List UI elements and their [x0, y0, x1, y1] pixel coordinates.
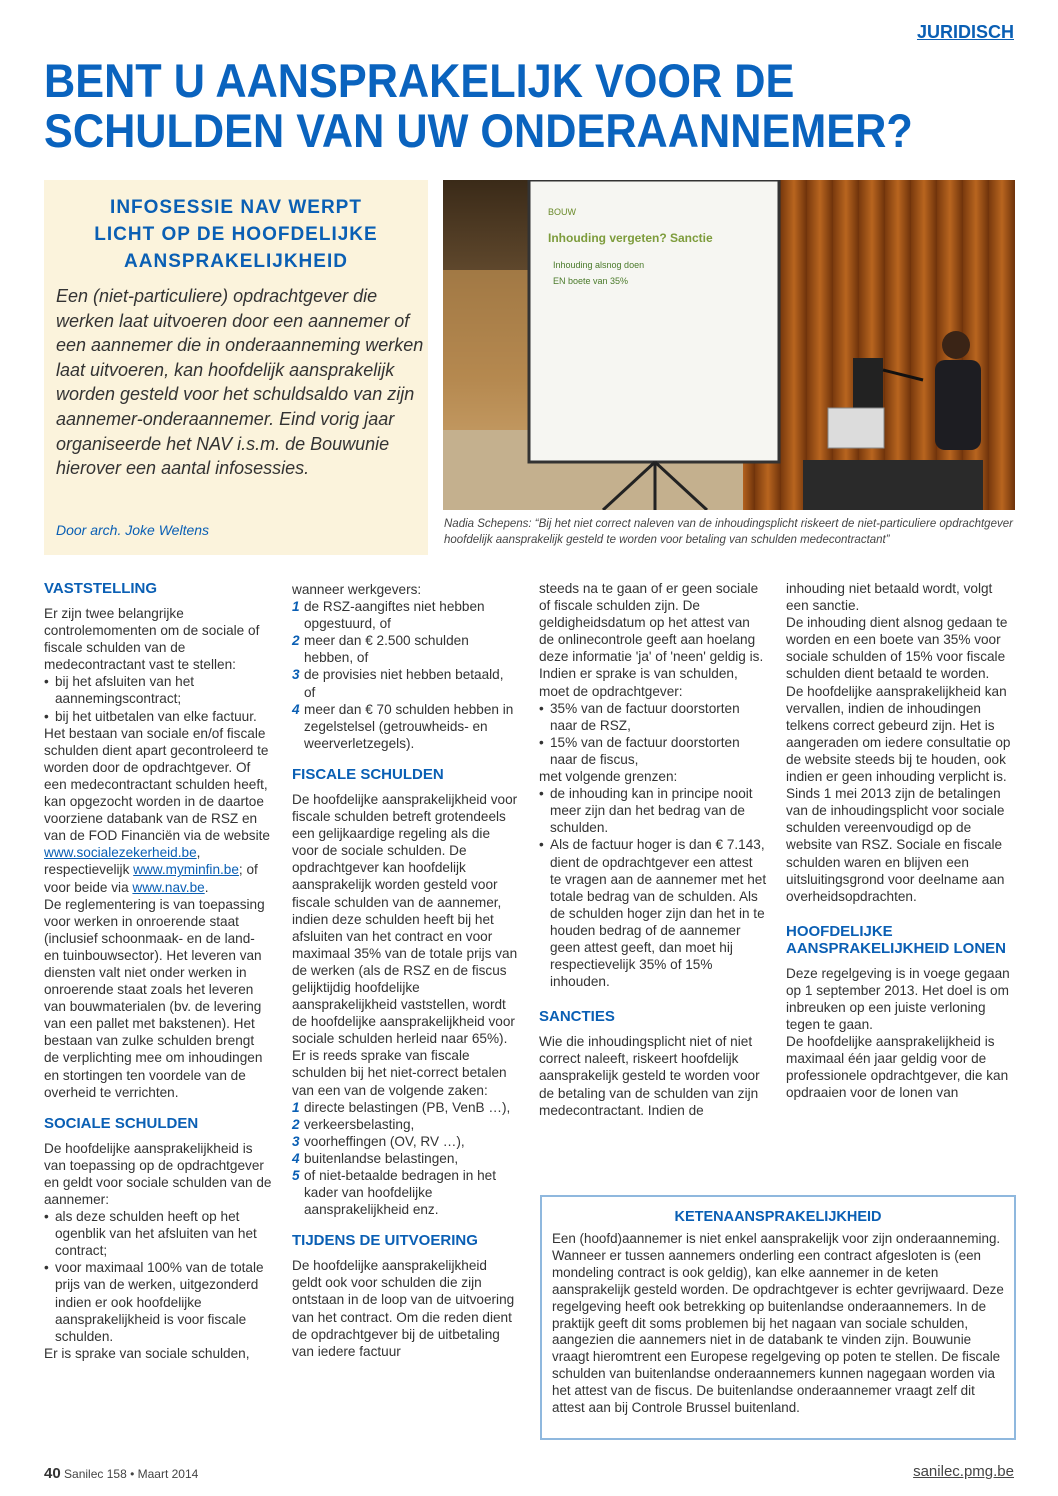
section-heading-lonen: HOOFDELIJKE AANSPRAKELIJKHEID LONEN	[786, 922, 1007, 957]
article-title	[44, 56, 946, 156]
numbered-item: 1 de RSZ-aangiftes niet hebben opgestuurd, of	[292, 599, 485, 632]
bullet-item: • bij het uitbetalen van elke factuur.	[44, 708, 272, 725]
paragraph: Er zijn twee belangrijke controlemomenten om de sociale of fiscale schulden van de medecontractant vast te stellen:	[44, 606, 260, 673]
numbered-item: 2 verkeersbelasting,	[292, 1116, 415, 1132]
paragraph: Het bestaan van sociale en/of fiscale schulden dient apart gecontroleerd te worden door de opdrachtgever. Of een medecontractant schulden heeft, kan opgezocht worden in de daartoe voorziene databank van de RSZ en van de FOD Financiën via de website www.socialezekerheid.be, respectievelijk www.myminfin.be; of voor beide via www.nav.be.	[44, 725, 270, 895]
paragraph: Wie die inhoudingsplicht niet of niet correct naleeft, riskeert hoofdelijk aansprakelijk gesteld te worden voor de betaling van de schulden van zijn medecontractant. Indien de	[539, 1034, 760, 1118]
numbered-item: 4 meer dan € 70 schulden hebben in zegelstelsel (getrouwheids- en weerverletzegels).	[292, 701, 514, 751]
paragraph: De hoofdelijke aansprakelijkheid geldt ook voor schulden die zijn ontstaan in de loop van de uitvoering van het contract. Om die reden dient de opdrachtgever bij de uitbetaling van iedere factuur	[292, 1258, 515, 1359]
paragraph: De inhouding dient alsnog gedaan te worden en een boete van 35% voor sociale schulden of 15% voor fiscale schulden dient betaald te worden.	[786, 615, 1008, 682]
intro-box	[44, 180, 428, 555]
numbered-item: 3 voorheffingen (OV, RV …),	[292, 1133, 465, 1149]
text-column-4	[786, 580, 1014, 1102]
section-heading-fiscale-schulden: FISCALE SCHULDEN	[292, 765, 444, 783]
paragraph: Er is sprake van sociale schulden,	[44, 1345, 250, 1361]
slide-bullet: Inhouding alsnog doen	[553, 260, 645, 270]
paragraph: wanneer werkgevers:	[292, 582, 422, 597]
numbered-item: 1 directe belastingen (PB, VenB …),	[292, 1099, 511, 1115]
link-myminfin[interactable]: www.myminfin.be	[133, 862, 239, 878]
event-photo-illustration	[443, 180, 1015, 510]
text-column-1	[44, 580, 272, 1362]
event-photo	[443, 180, 1015, 510]
numbered-item: 4 buitenlandse belastingen,	[292, 1150, 459, 1166]
link-socialezekerheid[interactable]: www.socialezekerheid.be	[44, 845, 197, 861]
title-line-1: BENT U AANSPRAKELIJK VOOR DE	[44, 54, 795, 107]
keten-text: Een (hoofd)aannemer is niet enkel aansprakelijk voor zijn onderaanneming. Wanneer er tussen aannemers onderling een contract afgesloten is (een mondeling contract is ook geldig), kan elke aannemer in de keten aansprakelijk gesteld worden. De opdrachtgever is echter gevrijwaard. Deze regelgeving heeft ook betrekking op buitenlandse onderaannemers. In de praktijk geeft dit soms problemen bij het nagaan van sociale schulden, aangezien die aannemers niet in de databank te vinden zijn. Bouwunie vraagt hieromtrent een Europese regelgeving op poten te stellen. De fiscale schulden van buitenlandse onderaannemers kunnen nagegaan worden via het attest van de fiscus. De buitenlandse onderaannemer vraagt zelf dit attest aan bij Controle Brussel buitenland.	[552, 1231, 1004, 1416]
paragraph: Indien er sprake is van schulden, moet de opdrachtgever:	[539, 666, 738, 699]
publication-info: Sanilec 158 • Maart 2014	[64, 1467, 199, 1481]
paragraph: De hoofdelijke aansprakelijkheid voor fiscale schulden betreft grotendeels een gelijkaardige regeling als die voor de sociale schulden. De opdrachtgever kan hoofdelijk aansprakelijk worden gesteld voor fiscale schulden van de aannemer, indien deze schulden heeft bij het afsluiten van het contract en voor maximaal 35% van de totale prijs van de werken (als de RSZ en de fiscus gelijktijdig hoofdelijke aansprakelijkheid vaststellen, wordt de hoofdelijke aansprakelijkheid voor sociale schulden herleid naar 65%). Er is reeds sprake van fiscale schulden bij het niet-correct betalen van een van de volgende zaken:	[292, 791, 518, 1098]
footer-left	[44, 1465, 198, 1482]
paragraph: De reglementering is van toepassing voor werken in onroerende staat (inclusief schoonmaak- en de land- en tuinbouwsector). Het leveren van diensten valt niet onder werken in onroerende staat zoals het leveren van bouwmaterialen (bv. de levering van een pallet met bakstenen). Het bestaan van zulke schulden brengt de verplichting mee om inhoudingen en stortingen ten voordele van de overheid te verrichten.	[44, 896, 265, 1100]
paragraph: Sinds 1 mei 2013 zijn de betalingen van de inhoudingsplicht voor sociale schulden vereenvoudigd op de website van RSZ. Sociale en fiscale schulden waren en blijven een uitsluitingsgrond voor deelname aan overheidsopdrachten.	[786, 786, 1005, 904]
section-heading-vaststelling: VASTSTELLING	[44, 580, 158, 597]
numbered-item: 5 of niet-betaalde bedragen in het kader van hoofdelijke aansprakelijkheid enz.	[292, 1168, 496, 1218]
section-tag: JURIDISCH	[916, 22, 1014, 42]
bullet-item: • bij het afsluiten van het aannemingscontract;	[44, 673, 272, 707]
intro-heading	[64, 194, 408, 275]
photo-caption: Nadia Schepens: “Bij het niet correct naleven van de inhoudingsplicht riskeert de niet-particuliere opdrachtgever hoofdelijk aansprakelijk gesteld te worden voor betaling van schulden medecontractant”	[444, 518, 1013, 546]
link-nav[interactable]: www.nav.be	[132, 879, 205, 895]
intro-author: Door arch. Joke Weltens	[56, 522, 210, 538]
keten-heading: KETENAANSPRAKELIJKHEID	[674, 1209, 882, 1225]
paragraph: inhouding niet betaald wordt, volgt een sanctie.	[786, 581, 993, 614]
section-heading-tijdens-uitvoering: TIJDENS DE UITVOERING	[292, 1232, 478, 1250]
title-line-2: SCHULDEN VAN UW ONDERAANNEMER?	[44, 104, 913, 157]
keten-box	[540, 1195, 1016, 1440]
footer-website-link[interactable]: sanilec.pmg.be	[913, 1463, 1014, 1480]
paragraph: Deze regelgeving is in voege gegaan op 1 september 2013. Het doel is om inbreuken op een juiste verloning tegen te gaan.	[786, 965, 1010, 1033]
paragraph: De hoofdelijke aansprakelijkheid is van toepassing op de opdrachtgever en geldt voor sociale schulden van de aannemer:	[44, 1140, 272, 1207]
intro-text: Een (niet-particuliere) opdrachtgever die werken laat uitvoeren door een aannemer of een aannemer die in onderaanneming werken laat uitvoeren, kan hoofdelijk aansprakelijk worden gesteld voor het schuldsaldo van zijn aannemer-onderaannemer. Eind vorig jaar organiseerde het NAV i.s.m. de Bouwunie hierover een aantal infosessies.	[56, 286, 424, 479]
paragraph: steeds na te gaan of er geen sociale of fiscale schulden zijn. De geldigheidsdatum op het attest van de onlinecontrole geeft aan hoelang deze informatie 'ja' of 'neen' geldig is.	[539, 581, 764, 665]
bullet-item: • als deze schulden heeft op het ogenblik van het afsluiten van het contract;	[44, 1208, 272, 1259]
intro-heading-line: INFOSESSIE NAV WERPT	[110, 197, 362, 218]
paragraph: De hoofdelijke aansprakelijkheid kan vervallen, indien de inhoudingen telkens correct gebeurd zijn. Het is aangeraden om iedere consultatie op de website steeds bij te houden, ook indien er geen inhouding verplicht is.	[786, 683, 1011, 785]
text-column-2	[292, 581, 518, 1360]
bullet-item: • 35% van de factuur doorstorten naar de RSZ,	[539, 700, 767, 734]
section-heading-sancties: SANCTIES	[539, 1008, 615, 1026]
bullet-item: • de inhouding kan in principe nooit meer zijn dan het bedrag van de schulden.	[539, 785, 767, 836]
slide-title: Inhouding vergeten? Sanctie	[548, 231, 713, 245]
intro-heading-line: AANSPRAKELIJKHEID	[124, 251, 348, 272]
slide-logo: BOUW	[548, 207, 576, 217]
bullet-item: • 15% van de factuur doorstorten naar de fiscus,	[539, 734, 767, 768]
bullet-item: • voor maximaal 100% van de totale prijs van de werken, uitgezonderd indien er ook hoofdelijke aansprakelijkheid is voor fiscale schulden.	[44, 1259, 272, 1344]
intro-heading-line: LICHT OP DE HOOFDELIJKE	[94, 224, 378, 245]
bullet-item: • Als de factuur hoger is dan € 7.143, dient de opdrachtgever een attest te vragen aan de aannemer met het totale bedrag van de schulden. Als de schulden hoger zijn dan het in te houden bedrag of de aannemer geen attest geeft, dan moet hij respectievelijk 35% of 15% inhouden.	[539, 836, 767, 990]
numbered-item: 2 meer dan € 2.500 schulden hebben, of	[292, 633, 469, 666]
paragraph: met volgende grenzen:	[539, 769, 678, 785]
paragraph: De hoofdelijke aansprakelijkheid is maximaal één jaar geldig voor de professionele opdrachtgever, die kan opdraaien voor de lonen van	[786, 1034, 1009, 1101]
page-number: 40	[44, 1465, 61, 1482]
numbered-item: 3 de provisies niet hebben betaald, of	[292, 667, 504, 700]
slide-bullet: EN boete van 35%	[553, 276, 629, 286]
section-heading-sociale-schulden: SOCIALE SCHULDEN	[44, 1114, 199, 1132]
text-column-3	[539, 580, 767, 1119]
